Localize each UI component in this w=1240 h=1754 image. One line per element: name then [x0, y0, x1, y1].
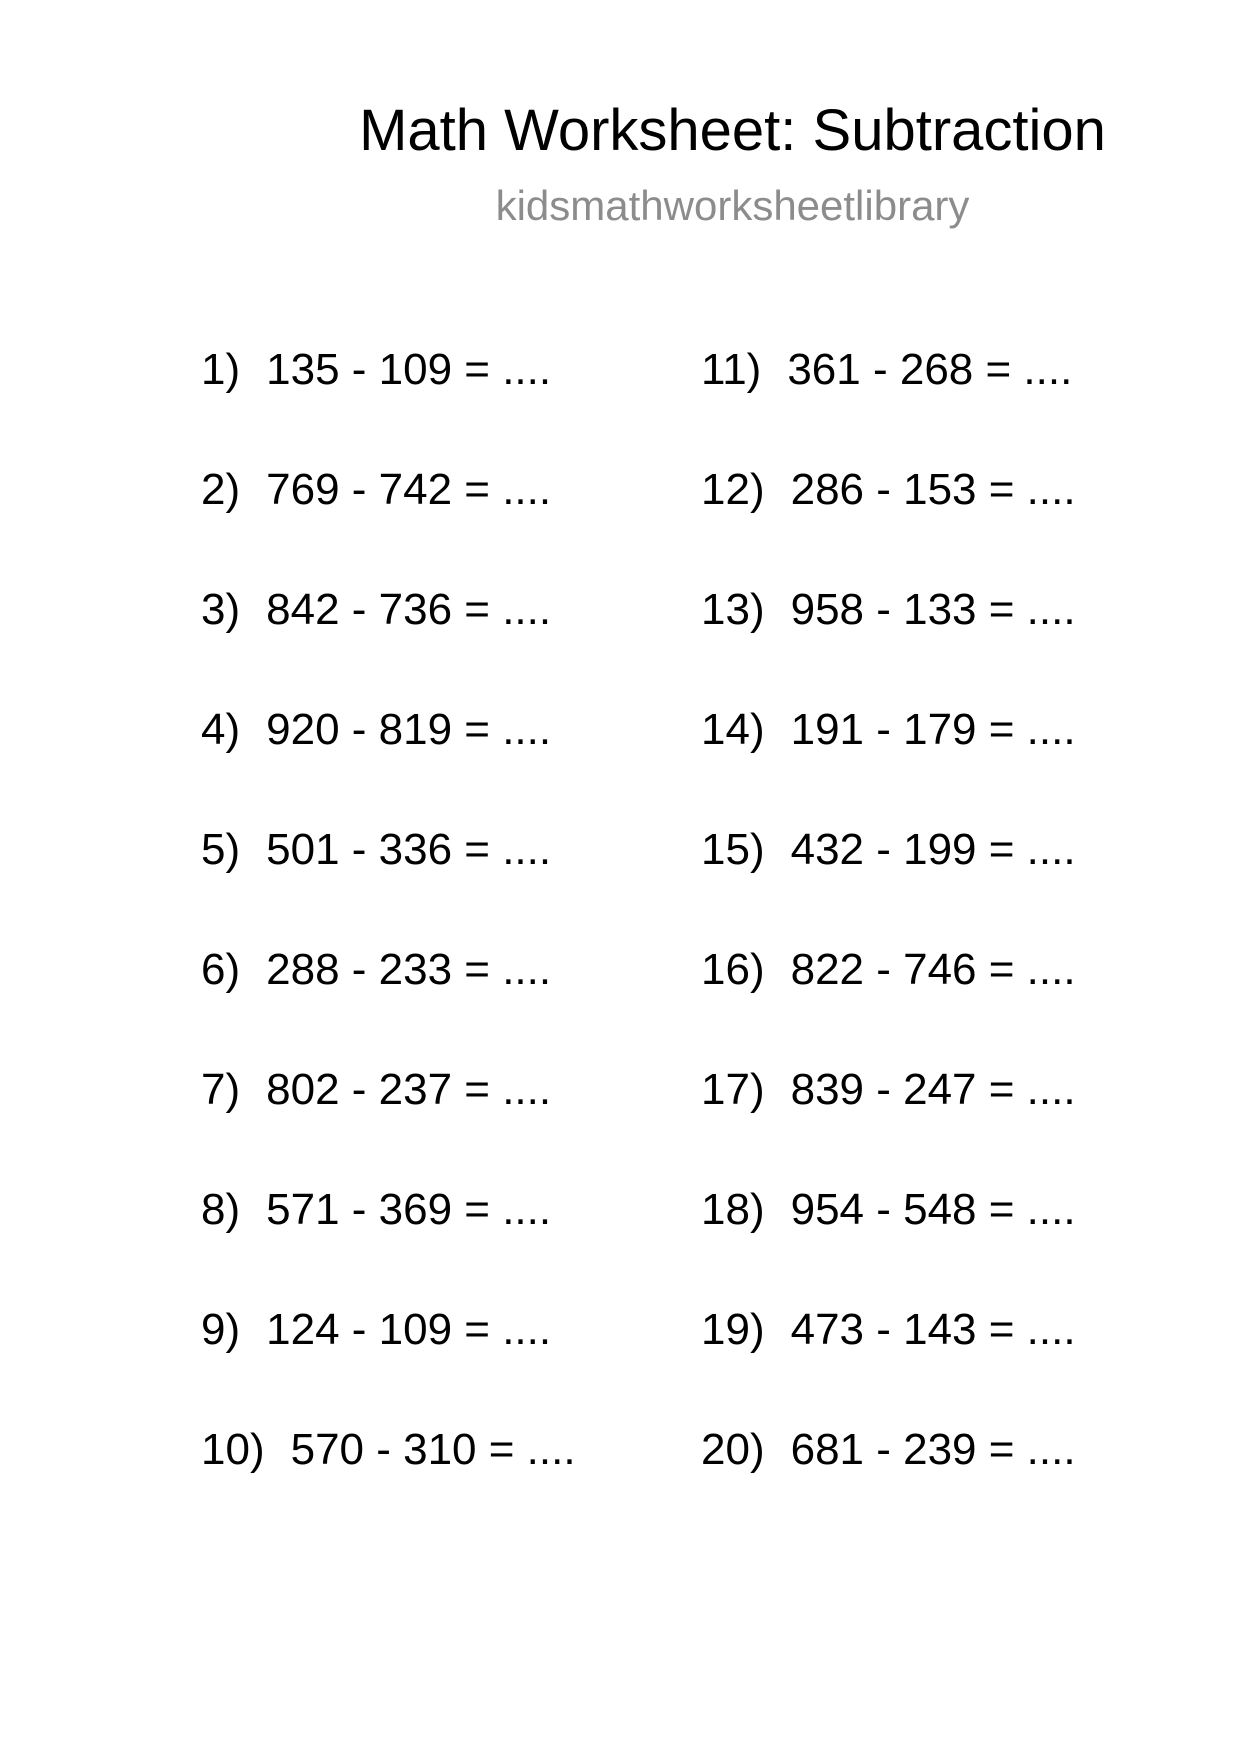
problem-item [201, 1064, 576, 1184]
problem-expression: 473 - 143 = .... [790, 1305, 1076, 1354]
problem-expression: 769 - 742 = .... [266, 465, 552, 514]
problem-number: 9) [201, 1305, 241, 1354]
problem-expression: 432 - 199 = .... [790, 825, 1076, 874]
problem-item [201, 944, 576, 1064]
problem-number: 1) [201, 345, 241, 394]
problem-number: 4) [201, 705, 241, 754]
problem-number: 7) [201, 1065, 241, 1114]
problem-number: 6) [201, 945, 241, 994]
problem-item [201, 1184, 576, 1304]
problem-item [201, 344, 576, 464]
problem-number: 14) [701, 705, 765, 754]
problem-item [201, 1304, 576, 1424]
problem-expression: 286 - 153 = .... [790, 465, 1076, 514]
problem-number: 2) [201, 465, 241, 514]
problem-item [201, 464, 576, 584]
problem-item [701, 1064, 1076, 1184]
problem-item [701, 1304, 1076, 1424]
problem-number: 3) [201, 585, 241, 634]
problem-expression: 954 - 548 = .... [790, 1185, 1076, 1234]
problem-item [701, 824, 1076, 944]
problem-number: 17) [701, 1065, 765, 1114]
problems-column-left [201, 344, 576, 1544]
problem-number: 18) [701, 1185, 765, 1234]
problem-number: 10) [201, 1425, 265, 1474]
problem-expression: 124 - 109 = .... [266, 1305, 552, 1354]
problem-expression: 839 - 247 = .... [790, 1065, 1076, 1114]
problem-item [701, 344, 1076, 464]
problems-column-right [701, 344, 1076, 1544]
problem-item [201, 584, 576, 704]
problem-expression: 135 - 109 = .... [266, 345, 552, 394]
problem-item [701, 584, 1076, 704]
problem-number: 19) [701, 1305, 765, 1354]
problem-item [701, 704, 1076, 824]
problem-item [201, 704, 576, 824]
problem-number: 11) [701, 345, 762, 394]
problem-expression: 501 - 336 = .... [266, 825, 552, 874]
problem-number: 15) [701, 825, 765, 874]
problem-number: 16) [701, 945, 765, 994]
problem-item [701, 1184, 1076, 1304]
problem-item [701, 1424, 1076, 1544]
problem-expression: 920 - 819 = .... [266, 705, 552, 754]
problem-number: 5) [201, 825, 241, 874]
problem-expression: 191 - 179 = .... [790, 705, 1076, 754]
problem-item [201, 824, 576, 944]
problem-expression: 802 - 237 = .... [266, 1065, 552, 1114]
problem-expression: 361 - 268 = .... [787, 345, 1073, 394]
problem-item [701, 944, 1076, 1064]
worksheet-source: kidsmathworksheetlibrary [495, 182, 970, 229]
problem-expression: 570 - 310 = .... [290, 1425, 576, 1474]
problem-number: 13) [701, 585, 765, 634]
problem-expression: 571 - 369 = .... [266, 1185, 552, 1234]
problem-expression: 288 - 233 = .... [266, 945, 552, 994]
worksheet-title: Math Worksheet: Subtraction [359, 98, 1106, 163]
problem-number: 8) [201, 1185, 241, 1234]
problem-expression: 958 - 133 = .... [790, 585, 1076, 634]
problem-number: 20) [701, 1425, 765, 1474]
problem-expression: 681 - 239 = .... [790, 1425, 1076, 1474]
problem-item [701, 464, 1076, 584]
problem-expression: 822 - 746 = .... [790, 945, 1076, 994]
problem-item [201, 1424, 576, 1544]
problem-number: 12) [701, 465, 765, 514]
problem-expression: 842 - 736 = .... [266, 585, 552, 634]
